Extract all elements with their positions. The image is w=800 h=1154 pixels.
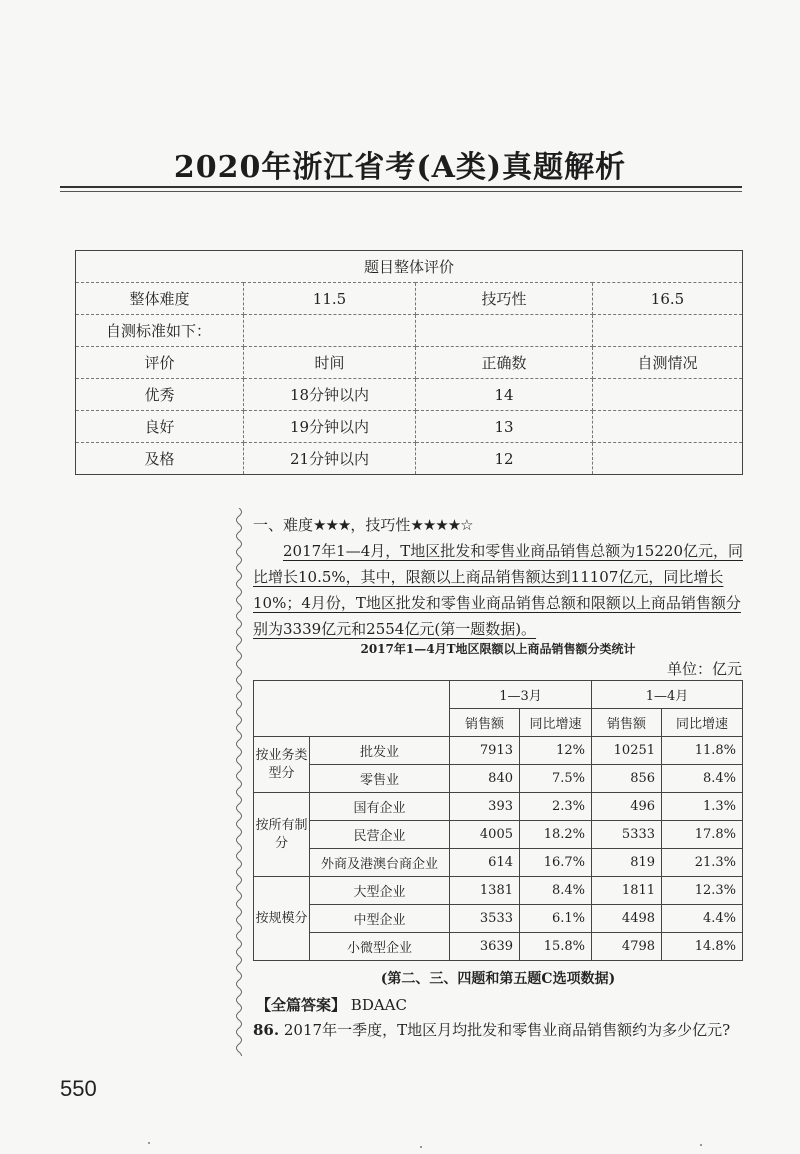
skill-stars: ★★★★☆ [410,516,473,534]
eval-cell: 评价 [76,347,244,379]
eval-cell: 优秀 [76,379,244,411]
table-cell: 21.3% [662,849,743,877]
eval-cell [593,379,743,411]
eval-cell: 及格 [76,443,244,475]
eval-cell: 11.5 [244,283,416,315]
period-header: 1—4月 [592,681,743,709]
page-title: 2020年浙江省考(A类)真题解析 [173,150,627,185]
answer-label: 【全篇答案】 [256,996,347,1014]
eval-cell: 良好 [76,411,244,443]
eval-standard-label: 自测标准如下： [76,315,244,347]
table-cell: 819 [592,849,662,877]
table-cell: 11.8% [662,737,743,765]
table-cell: 856 [592,765,662,793]
table-row [254,793,743,821]
table-unit: 单位：亿元 [666,660,742,678]
eval-cell: 正确数 [416,347,593,379]
table-cell: 8.4% [520,877,592,905]
eval-header: 题目整体评价 [76,251,743,283]
table-cell: 4.4% [662,905,743,933]
eval-cell [593,443,743,475]
table-cell: 614 [450,849,520,877]
table-cell: 5333 [592,821,662,849]
scan-speck [700,1144,702,1146]
table-cell: 2.3% [520,793,592,821]
table-row [254,849,743,877]
question-86 [253,1018,748,1042]
eval-cell [593,411,743,443]
table-cell: 6.1% [520,905,592,933]
material-paragraph: 2017年1—4月，T地区批发和零售业商品销售总额为15220亿元，同比增长10.5%，其中，限额以上商品销售额达到11107亿元，同比增长10%；4月份，T地区批发和零售业商品销售总额和限额以上商品销售额分别为3339亿元和2554亿元(第一题数据)。 [253,542,743,638]
title-rule-thin [60,191,742,192]
period-header: 1—3月 [450,681,592,709]
row-label: 民营企业 [310,821,450,849]
table-cell: 8.4% [662,765,743,793]
row-label: 大型企业 [310,877,450,905]
section-heading: 一、难度★★★，技巧性★★★★☆ [253,516,473,534]
table-cell: 3639 [450,933,520,961]
eval-cell: 整体难度 [76,283,244,315]
eval-cell: 19分钟以内 [244,411,416,443]
table-row [254,933,743,961]
page-number: 550 [60,1076,97,1101]
table-row [254,765,743,793]
table-cell: 12% [520,737,592,765]
group-label: 按所有制分 [254,793,310,877]
table-cell: 496 [592,793,662,821]
eval-cell: 14 [416,379,593,411]
table-cell: 16.7% [520,849,592,877]
table-row [254,877,743,905]
table-cell: 1381 [450,877,520,905]
column-header: 销售额 [450,709,520,737]
table-cell: 15.8% [520,933,592,961]
eval-cell: 13 [416,411,593,443]
table-cell: 4005 [450,821,520,849]
question-text: 2017年一季度，T地区月均批发和零售业商品销售额约为多少亿元? [283,1021,731,1039]
wavy-margin-line [232,508,246,1056]
column-header: 同比增速 [662,709,743,737]
table-cell: 17.8% [662,821,743,849]
group-label: 按业务类型分 [254,737,310,793]
eval-cell: 18分钟以内 [244,379,416,411]
scan-speck [148,1142,150,1144]
row-label: 批发业 [310,737,450,765]
eval-cell: 时间 [244,347,416,379]
eval-cell [416,315,593,347]
table-row [254,737,743,765]
table-title: 2017年1—4月T地区限额以上商品销售额分类统计 [360,642,636,656]
eval-cell: 自测情况 [593,347,743,379]
table-cell: 12.3% [662,877,743,905]
table-row [254,821,743,849]
sales-table [253,680,743,961]
data-note: (第二、三、四题和第五题C选项数据) [380,971,616,987]
table-cell: 14.8% [662,933,743,961]
table-cell: 4498 [592,905,662,933]
table-cell: 840 [450,765,520,793]
answer-line [256,994,407,1015]
title-rule [60,186,742,188]
table-cell: 1.3% [662,793,743,821]
row-label: 外商及港澳台商企业 [310,849,450,877]
row-label: 小微型企业 [310,933,450,961]
row-label: 国有企业 [310,793,450,821]
eval-cell: 技巧性 [416,283,593,315]
difficulty-stars: ★★★ [313,516,351,534]
table-cell: 7913 [450,737,520,765]
table-cell: 4798 [592,933,662,961]
eval-cell: 16.5 [593,283,743,315]
table-cell: 3533 [450,905,520,933]
answer-value: BDAAC [350,996,407,1014]
table-row [254,905,743,933]
column-header: 销售额 [592,709,662,737]
eval-cell: 21分钟以内 [244,443,416,475]
question-number: 86. [253,1021,280,1039]
eval-cell [593,315,743,347]
table-cell: 393 [450,793,520,821]
eval-cell [244,315,416,347]
table-cell: 10251 [592,737,662,765]
row-label: 零售业 [310,765,450,793]
scan-speck [420,1146,422,1148]
row-label: 中型企业 [310,905,450,933]
table-cell: 7.5% [520,765,592,793]
table-cell: 18.2% [520,821,592,849]
table-corner [254,681,450,737]
table-cell: 1811 [592,877,662,905]
evaluation-table [75,250,743,475]
column-header: 同比增速 [520,709,592,737]
group-label: 按规模分 [254,877,310,961]
eval-cell: 12 [416,443,593,475]
